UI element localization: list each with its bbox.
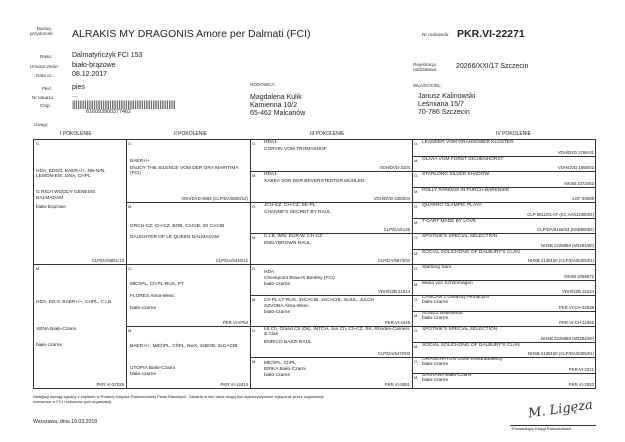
chip-number: 616093900377462 <box>86 109 131 115</box>
tattoo-label: Nr tatuażu: <box>32 95 55 100</box>
color-label: Umaszczenie: <box>30 64 59 69</box>
registration: 20266/XXI/17 Szczecin <box>456 63 529 70</box>
gen3-row-6: M. Ch-PL-LT-RUS, 3xCACIB, 2xCACIB, 3xJUL, Jul.CH SZVOBA Alma-Wesc biało-czarne PKR.VI-4445 <box>252 297 410 325</box>
tattoo: ---- <box>72 94 79 99</box>
generation-1-heading: I POKOLENIE <box>60 131 92 137</box>
color: biało-brązowe <box>72 62 116 69</box>
breed-label: Rasa: <box>40 54 53 59</box>
gen3-row-4: M. C.I.B, WW, EUR.W, CH-CZ EMILYBROWN RAUL CLP/DA/5873/04 <box>252 234 410 263</box>
footer-statement: Niniejszy wyciąg zgodny z zapisem w Polskiej Księdze Rodowodowej Psów Rasowych. Zawarte w nim dane mogą być wykorzystywane wyłącznie przez organizacje zrzeszone w FCI i członków tych organizacji. <box>33 394 325 404</box>
dob-label: Data ur.: <box>36 73 54 78</box>
gen1-sire-name: G RICH WOODY GENESIS DALMADAM <box>36 190 96 201</box>
gen4-row-5: O. QUARRO OLYMPIC PLAYA CLP 6811/01-07 (KC AA01239003) <box>414 203 594 217</box>
gen4-row-16: M. SANTANA Biało-Czarni biało-czarne PKR.VI-2553 <box>414 372 594 387</box>
gen4-row-3: O. STARLONG SILVER SHADOW NKSB 2372453 <box>414 172 594 186</box>
dog-name-label: Nazwa, przydomek: <box>30 26 54 36</box>
breeder-city: 65-462 Malcanów <box>250 110 306 117</box>
gen2-row-1: O. BAER+/+ ENJOY THE SILENCE VOM DER ORA MARITIMA (FCI) VDH/DVD-3569 (CLP/DA/5800/12) <box>128 141 248 201</box>
gen2-row-4: M. BAER+/+, MłChPL, ChPL, NwX, 3xBOB, 3xCACIB UTOPIA Biało-Czarni biało-czarne PKR.VI-12414 <box>128 328 248 387</box>
regno-label: Nr rodowodu: <box>422 32 450 37</box>
chip-barcode: |||||||||||||||||||||||||||||||||||||||||||||||||||||||||| <box>72 99 176 109</box>
gen4-row-14: M. SOCIAL SOLICHONG OF DALBURY'S CLAN NHSB 2139150 (CLP/DA/5305/01) <box>414 342 594 356</box>
generation-4-heading: IV POKOLENIE <box>496 131 532 137</box>
gen4-row-7: O. SPOTNIK'S SPECIAL SELECTION NHSB 2225888 (M3284/00) <box>414 234 594 248</box>
breeder-label: HODOWCA: <box>250 82 276 87</box>
owner-street: Leśmiana 15/7 <box>418 101 464 108</box>
gen4-row-9: O. Starlong Sam NKSB 2096872 <box>414 265 594 279</box>
chip-label: Chip: <box>40 103 51 108</box>
dog-name: ALRAKIS MY DRAGONIS Amore per Dalmati (FCI) <box>72 28 311 40</box>
pedigree-table <box>33 139 596 389</box>
sex: pies <box>72 84 85 91</box>
regno: PKR.VI-22271 <box>457 28 525 40</box>
gen4-row-10: M. Maria von Schönmagen VDH/DZB 16244 <box>414 280 594 294</box>
gen1-dam: M. HDA, ED-2, BAER+/+, CHPL, C.I.B. XENA Biało-Czarni biało-czarne PKR.VI-37028 <box>36 266 124 387</box>
breeder-name: Magdalena Kulik <box>250 94 302 101</box>
gen3-row-1: O. HDA1 CORVIN VOM TROMASHOF VDH/DVD-3104 <box>252 140 410 170</box>
gen4-row-6: M. T-CART MADE BY LOVE CLP/DA/6166/04 (SSB80052) <box>414 218 594 232</box>
gen3-row-7: O. Int.Ch, Grand Ch (Dk), INTCH, Jun Ch, Ch-CZ, SK, Rhodes-Carriers & Clan ENRICO BAZZI RAUL CLP/DA/5472/03 <box>252 327 410 356</box>
gen3-row-2: M. HDA1 XABEA VON DER BEVERSTEDTER MÜHLEN VDH/DVD-2383/04 <box>252 172 410 201</box>
notes-label: Uwagi: <box>34 122 49 127</box>
generation-2-heading: II POKOLENIE <box>174 131 208 137</box>
owner-label: WŁAŚCICIEL: <box>413 83 443 88</box>
gen4-row-11: O. CANCAN z Gwiazdy Płonących biało-czarne PKR.VI-CH-32838 <box>414 295 594 310</box>
gen1-sire: O. HDA, ED0/0, BAER+/+, NN-N/N, LEMON-E/E, DNA, CHPL G RICH WOODY GENESIS DALMADAM biało-brązowe CLP/DA/6851/13 <box>36 141 124 263</box>
gen3-row-3: O. JCH-CZ, CH-CZ, SK-PL CHANNE'S SECRET BY RAUL CLP/DA/6126 <box>252 203 410 232</box>
gen4-row-2: M. OLIVIA VOM FORST DICHENHORST VDH/DVD 1955/02 <box>414 156 594 170</box>
gen2-row-3: O. MłChPL, Ch-PL-RUS, PT FLORES Alma-Wesc biało-czarne PKR.VI-8753 <box>128 266 248 325</box>
generation-3-heading: III POKOLENIE <box>310 131 345 137</box>
gen3-row-8: M. MłChPL, ChPL ERIKA Biało-Czarni biało-czarne PKR.VI-5551 <box>252 359 410 387</box>
footer-place-date: Warszawa, dnia 19.03.2018 <box>33 419 98 425</box>
signature-caption: Prowadzący Księgi Rodowodowe <box>512 426 572 431</box>
signature: M. Ligęza <box>527 397 594 422</box>
gen4-row-13: O. SPOTNIK'S SPECIAL SELECTION NHSB 2225888 (M3284/00) <box>414 327 594 341</box>
owner-city: 70-786 Szczecin <box>418 109 470 116</box>
gen4-row-12: M. AGNES Bialsfandu biało-czarne PKR.VI-CH-11068 <box>414 310 594 325</box>
dob: 08.12.2017 <box>72 71 108 78</box>
gen4-row-1: O. LEANDER VOM GRANSDWER KLOSTER VDH/DVD 2768-01 <box>414 140 594 155</box>
gen1-dam-name: XENA Biało-Czarni <box>36 327 77 332</box>
breed: Dalmatyńczyk FCI 153 <box>72 52 143 59</box>
sex-label: Płeć: <box>42 86 53 91</box>
owner-name: Janusz Kalinowski <box>418 93 476 100</box>
gen4-row-8: M. SOCIAL SOLICHONG OF DALBURY'S CLAN NHSB 2139150 (CLP/DA/5305/01) <box>414 249 594 263</box>
breeder-street: Kamienna 10/2 <box>250 102 298 109</box>
registration-label: Rejestracja oddziałowa: <box>413 62 438 72</box>
gen4-row-15: O. ORANGHATON OSMI Kondradowscy biało-czarne PKR.VI-3221 <box>414 357 594 372</box>
gen3-row-5: O. HDA Checkpoint Bravo's Bentley (FCI) biało-czarne VDH/DZB 21614 <box>252 266 410 294</box>
gen4-row-4: M. POLLY PARKINS IN PURCH BARKNIKE LOF 80698 <box>414 187 594 201</box>
gen2-row-2: M. GRCH-CZ, CH-CZ, BOB, CACIB, 3X CACIB DAUGHTER OF LE QUEEN DALMADAM CLP/DA/6420/12 <box>128 204 248 263</box>
